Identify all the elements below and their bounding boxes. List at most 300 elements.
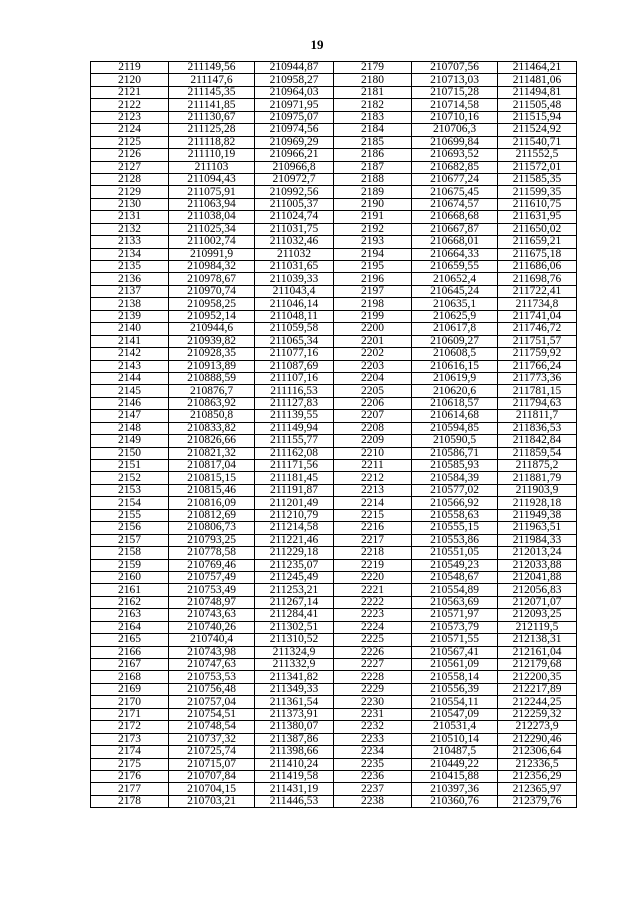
x-coordinate-cell: 210571,97 <box>412 609 498 621</box>
point-number-cell: 2238 <box>334 795 412 807</box>
x-coordinate-cell: 210743,98 <box>169 646 255 658</box>
x-coordinate-cell: 210554,11 <box>412 696 498 708</box>
x-coordinate-cell: 210715,28 <box>412 86 498 98</box>
y-coordinate-cell: 211686,06 <box>498 261 577 273</box>
point-number-cell: 2139 <box>91 310 169 322</box>
point-number-cell: 2122 <box>91 99 169 111</box>
y-coordinate-cell: 211766,24 <box>498 360 577 372</box>
point-number-cell: 2221 <box>334 584 412 596</box>
table-row <box>91 310 577 322</box>
point-number-cell: 2190 <box>334 198 412 210</box>
x-coordinate-cell: 210510,14 <box>412 733 498 745</box>
y-coordinate-cell: 212179,68 <box>498 659 577 671</box>
point-number-cell: 2144 <box>91 372 169 384</box>
y-coordinate-cell: 211245,49 <box>255 571 334 583</box>
x-coordinate-cell: 210699,84 <box>412 136 498 148</box>
y-coordinate-cell: 210966,8 <box>255 161 334 173</box>
point-number-cell: 2227 <box>334 659 412 671</box>
point-number-cell: 2126 <box>91 149 169 161</box>
x-coordinate-cell: 210757,49 <box>169 571 255 583</box>
x-coordinate-cell: 211094,43 <box>169 173 255 185</box>
point-number-cell: 2192 <box>334 223 412 235</box>
y-coordinate-cell: 211494,81 <box>498 86 577 98</box>
x-coordinate-cell: 210551,05 <box>412 547 498 559</box>
y-coordinate-cell: 211221,46 <box>255 534 334 546</box>
x-coordinate-cell: 210668,68 <box>412 211 498 223</box>
point-number-cell: 2203 <box>334 360 412 372</box>
x-coordinate-cell: 210984,32 <box>169 261 255 273</box>
point-number-cell: 2145 <box>91 385 169 397</box>
y-coordinate-cell: 211229,18 <box>255 547 334 559</box>
x-coordinate-cell: 210614,68 <box>412 410 498 422</box>
x-coordinate-cell: 210939,82 <box>169 335 255 347</box>
point-number-cell: 2169 <box>91 683 169 695</box>
x-coordinate-cell: 210725,74 <box>169 746 255 758</box>
y-coordinate-cell: 210974,56 <box>255 124 334 136</box>
point-number-cell: 2189 <box>334 186 412 198</box>
point-number-cell: 2163 <box>91 609 169 621</box>
y-coordinate-cell: 211734,8 <box>498 298 577 310</box>
x-coordinate-cell: 210747,63 <box>169 659 255 671</box>
x-coordinate-cell: 210487,5 <box>412 746 498 758</box>
x-coordinate-cell: 210740,4 <box>169 634 255 646</box>
coordinates-table-body <box>91 62 577 808</box>
x-coordinate-cell: 210577,02 <box>412 484 498 496</box>
x-coordinate-cell: 211038,04 <box>169 211 255 223</box>
x-coordinate-cell: 210586,71 <box>412 447 498 459</box>
x-coordinate-cell: 211002,74 <box>169 236 255 248</box>
y-coordinate-cell: 211859,54 <box>498 447 577 459</box>
point-number-cell: 2157 <box>91 534 169 546</box>
y-coordinate-cell: 212013,24 <box>498 547 577 559</box>
x-coordinate-cell: 210826,66 <box>169 435 255 447</box>
x-coordinate-cell: 210585,93 <box>412 460 498 472</box>
y-coordinate-cell: 211773,36 <box>498 372 577 384</box>
x-coordinate-cell: 210991,9 <box>169 248 255 260</box>
x-coordinate-cell: 211149,56 <box>169 62 255 74</box>
y-coordinate-cell: 211836,53 <box>498 422 577 434</box>
table-row <box>91 74 577 86</box>
y-coordinate-cell: 211005,37 <box>255 198 334 210</box>
table-row <box>91 323 577 335</box>
y-coordinate-cell: 211746,72 <box>498 323 577 335</box>
y-coordinate-cell: 210944,87 <box>255 62 334 74</box>
y-coordinate-cell: 211024,74 <box>255 211 334 223</box>
point-number-cell: 2162 <box>91 596 169 608</box>
y-coordinate-cell: 211349,33 <box>255 683 334 695</box>
point-number-cell: 2180 <box>334 74 412 86</box>
coordinates-table <box>90 61 577 808</box>
y-coordinate-cell: 211127,83 <box>255 397 334 409</box>
y-coordinate-cell: 212071,07 <box>498 596 577 608</box>
x-coordinate-cell: 210714,58 <box>412 99 498 111</box>
x-coordinate-cell: 210415,88 <box>412 770 498 782</box>
page-number: 19 <box>310 37 324 52</box>
point-number-cell: 2151 <box>91 460 169 472</box>
y-coordinate-cell: 211065,34 <box>255 335 334 347</box>
x-coordinate-cell: 210449,22 <box>412 758 498 770</box>
point-number-cell: 2148 <box>91 422 169 434</box>
y-coordinate-cell: 212336,5 <box>498 758 577 770</box>
y-coordinate-cell: 211881,79 <box>498 472 577 484</box>
y-coordinate-cell: 211903,9 <box>498 484 577 496</box>
point-number-cell: 2134 <box>91 248 169 260</box>
y-coordinate-cell: 211811,7 <box>498 410 577 422</box>
table-row <box>91 596 577 608</box>
y-coordinate-cell: 211398,66 <box>255 746 334 758</box>
y-coordinate-cell: 211410,24 <box>255 758 334 770</box>
point-number-cell: 2155 <box>91 509 169 521</box>
table-row <box>91 136 577 148</box>
y-coordinate-cell: 211552,5 <box>498 149 577 161</box>
x-coordinate-cell: 210970,74 <box>169 285 255 297</box>
y-coordinate-cell: 211675,18 <box>498 248 577 260</box>
y-coordinate-cell: 211599,35 <box>498 186 577 198</box>
table-row <box>91 795 577 807</box>
point-number-cell: 2172 <box>91 721 169 733</box>
x-coordinate-cell: 210573,79 <box>412 621 498 633</box>
table-row <box>91 497 577 509</box>
table-row <box>91 186 577 198</box>
x-coordinate-cell: 210756,48 <box>169 683 255 695</box>
x-coordinate-cell: 210753,49 <box>169 584 255 596</box>
point-number-cell: 2214 <box>334 497 412 509</box>
x-coordinate-cell: 210888,59 <box>169 372 255 384</box>
y-coordinate-cell: 212093,25 <box>498 609 577 621</box>
table-row <box>91 621 577 633</box>
table-row <box>91 547 577 559</box>
y-coordinate-cell: 212259,32 <box>498 708 577 720</box>
y-coordinate-cell: 210964,03 <box>255 86 334 98</box>
y-coordinate-cell: 211431,19 <box>255 783 334 795</box>
y-coordinate-cell: 212356,29 <box>498 770 577 782</box>
point-number-cell: 2143 <box>91 360 169 372</box>
x-coordinate-cell: 210778,58 <box>169 547 255 559</box>
x-coordinate-cell: 210556,39 <box>412 683 498 695</box>
x-coordinate-cell: 210863,92 <box>169 397 255 409</box>
x-coordinate-cell: 210833,82 <box>169 422 255 434</box>
x-coordinate-cell: 210571,55 <box>412 634 498 646</box>
y-coordinate-cell: 212379,76 <box>498 795 577 807</box>
x-coordinate-cell: 210531,4 <box>412 721 498 733</box>
y-coordinate-cell: 211201,49 <box>255 497 334 509</box>
y-coordinate-cell: 210971,95 <box>255 99 334 111</box>
y-coordinate-cell: 211149,94 <box>255 422 334 434</box>
point-number-cell: 2133 <box>91 236 169 248</box>
point-number-cell: 2130 <box>91 198 169 210</box>
table-row <box>91 335 577 347</box>
y-coordinate-cell: 211039,33 <box>255 273 334 285</box>
x-coordinate-cell: 211110,19 <box>169 149 255 161</box>
y-coordinate-cell: 211046,14 <box>255 298 334 310</box>
table-row <box>91 758 577 770</box>
y-coordinate-cell: 211332,9 <box>255 659 334 671</box>
x-coordinate-cell: 210816,09 <box>169 497 255 509</box>
point-number-cell: 2183 <box>334 111 412 123</box>
y-coordinate-cell: 211585,35 <box>498 173 577 185</box>
x-coordinate-cell: 210548,67 <box>412 571 498 583</box>
point-number-cell: 2191 <box>334 211 412 223</box>
x-coordinate-cell: 210584,39 <box>412 472 498 484</box>
y-coordinate-cell: 211505,48 <box>498 99 577 111</box>
table-row <box>91 348 577 360</box>
y-coordinate-cell: 211928,18 <box>498 497 577 509</box>
y-coordinate-cell: 211698,76 <box>498 273 577 285</box>
y-coordinate-cell: 211631,95 <box>498 211 577 223</box>
table-row <box>91 522 577 534</box>
x-coordinate-cell: 210748,54 <box>169 721 255 733</box>
point-number-cell: 2196 <box>334 273 412 285</box>
x-coordinate-cell: 210553,86 <box>412 534 498 546</box>
x-coordinate-cell: 210753,53 <box>169 671 255 683</box>
y-coordinate-cell: 210969,29 <box>255 136 334 148</box>
point-number-cell: 2217 <box>334 534 412 546</box>
x-coordinate-cell: 210815,15 <box>169 472 255 484</box>
x-coordinate-cell: 210616,15 <box>412 360 498 372</box>
y-coordinate-cell: 211043,4 <box>255 285 334 297</box>
x-coordinate-cell: 210793,25 <box>169 534 255 546</box>
x-coordinate-cell: 210707,56 <box>412 62 498 74</box>
y-coordinate-cell: 211572,01 <box>498 161 577 173</box>
point-number-cell: 2149 <box>91 435 169 447</box>
point-number-cell: 2160 <box>91 571 169 583</box>
point-number-cell: 2181 <box>334 86 412 98</box>
table-row <box>91 571 577 583</box>
y-coordinate-cell: 212290,46 <box>498 733 577 745</box>
y-coordinate-cell: 210972,7 <box>255 173 334 185</box>
point-number-cell: 2228 <box>334 671 412 683</box>
y-coordinate-cell: 211387,86 <box>255 733 334 745</box>
point-number-cell: 2193 <box>334 236 412 248</box>
y-coordinate-cell: 211191,87 <box>255 484 334 496</box>
table-row <box>91 435 577 447</box>
table-row <box>91 285 577 297</box>
y-coordinate-cell: 211524,92 <box>498 124 577 136</box>
point-number-cell: 2141 <box>91 335 169 347</box>
point-number-cell: 2237 <box>334 783 412 795</box>
y-coordinate-cell: 210975,07 <box>255 111 334 123</box>
table-row <box>91 609 577 621</box>
y-coordinate-cell: 211048,11 <box>255 310 334 322</box>
point-number-cell: 2234 <box>334 746 412 758</box>
point-number-cell: 2205 <box>334 385 412 397</box>
table-row <box>91 385 577 397</box>
point-number-cell: 2210 <box>334 447 412 459</box>
y-coordinate-cell: 211267,14 <box>255 596 334 608</box>
point-number-cell: 2197 <box>334 285 412 297</box>
y-coordinate-cell: 210992,56 <box>255 186 334 198</box>
y-coordinate-cell: 212119,5 <box>498 621 577 633</box>
point-number-cell: 2216 <box>334 522 412 534</box>
point-number-cell: 2138 <box>91 298 169 310</box>
point-number-cell: 2158 <box>91 547 169 559</box>
point-number-cell: 2235 <box>334 758 412 770</box>
table-row <box>91 111 577 123</box>
point-number-cell: 2123 <box>91 111 169 123</box>
x-coordinate-cell: 210682,85 <box>412 161 498 173</box>
table-row <box>91 99 577 111</box>
point-number-cell: 2136 <box>91 273 169 285</box>
table-row <box>91 124 577 136</box>
y-coordinate-cell: 211284,41 <box>255 609 334 621</box>
y-coordinate-cell: 212273,9 <box>498 721 577 733</box>
point-number-cell: 2201 <box>334 335 412 347</box>
x-coordinate-cell: 210609,27 <box>412 335 498 347</box>
point-number-cell: 2175 <box>91 758 169 770</box>
x-coordinate-cell: 210566,92 <box>412 497 498 509</box>
x-coordinate-cell: 210677,24 <box>412 173 498 185</box>
point-number-cell: 2177 <box>91 783 169 795</box>
y-coordinate-cell: 211722,41 <box>498 285 577 297</box>
table-row <box>91 447 577 459</box>
point-number-cell: 2132 <box>91 223 169 235</box>
x-coordinate-cell: 210817,04 <box>169 460 255 472</box>
table-row <box>91 509 577 521</box>
y-coordinate-cell: 212200,35 <box>498 671 577 683</box>
point-number-cell: 2187 <box>334 161 412 173</box>
x-coordinate-cell: 210563,69 <box>412 596 498 608</box>
x-coordinate-cell: 210703,21 <box>169 795 255 807</box>
y-coordinate-cell: 211540,71 <box>498 136 577 148</box>
x-coordinate-cell: 210806,73 <box>169 522 255 534</box>
y-coordinate-cell: 211741,04 <box>498 310 577 322</box>
x-coordinate-cell: 211130,67 <box>169 111 255 123</box>
y-coordinate-cell: 211361,54 <box>255 696 334 708</box>
point-number-cell: 2186 <box>334 149 412 161</box>
x-coordinate-cell: 210664,33 <box>412 248 498 260</box>
point-number-cell: 2178 <box>91 795 169 807</box>
point-number-cell: 2140 <box>91 323 169 335</box>
point-number-cell: 2161 <box>91 584 169 596</box>
point-number-cell: 2142 <box>91 348 169 360</box>
x-coordinate-cell: 210952,14 <box>169 310 255 322</box>
y-coordinate-cell: 211059,58 <box>255 323 334 335</box>
x-coordinate-cell: 210549,23 <box>412 559 498 571</box>
x-coordinate-cell: 210812,69 <box>169 509 255 521</box>
point-number-cell: 2229 <box>334 683 412 695</box>
y-coordinate-cell: 211032,46 <box>255 236 334 248</box>
x-coordinate-cell: 210558,14 <box>412 671 498 683</box>
table-row <box>91 161 577 173</box>
x-coordinate-cell: 210710,16 <box>412 111 498 123</box>
point-number-cell: 2198 <box>334 298 412 310</box>
x-coordinate-cell: 210558,63 <box>412 509 498 521</box>
point-number-cell: 2212 <box>334 472 412 484</box>
point-number-cell: 2195 <box>334 261 412 273</box>
point-number-cell: 2232 <box>334 721 412 733</box>
point-number-cell: 2128 <box>91 173 169 185</box>
table-row <box>91 360 577 372</box>
y-coordinate-cell: 211235,07 <box>255 559 334 571</box>
table-row <box>91 422 577 434</box>
x-coordinate-cell: 211025,34 <box>169 223 255 235</box>
y-coordinate-cell: 211875,2 <box>498 460 577 472</box>
y-coordinate-cell: 211181,45 <box>255 472 334 484</box>
table-row <box>91 733 577 745</box>
y-coordinate-cell: 212041,88 <box>498 571 577 583</box>
y-coordinate-cell: 211310,52 <box>255 634 334 646</box>
table-row <box>91 236 577 248</box>
x-coordinate-cell: 210617,8 <box>412 323 498 335</box>
y-coordinate-cell: 211171,56 <box>255 460 334 472</box>
point-number-cell: 2159 <box>91 559 169 571</box>
point-number-cell: 2224 <box>334 621 412 633</box>
y-coordinate-cell: 211446,53 <box>255 795 334 807</box>
y-coordinate-cell: 211949,38 <box>498 509 577 521</box>
x-coordinate-cell: 211125,28 <box>169 124 255 136</box>
x-coordinate-cell: 210740,26 <box>169 621 255 633</box>
point-number-cell: 2209 <box>334 435 412 447</box>
x-coordinate-cell: 210743,63 <box>169 609 255 621</box>
y-coordinate-cell: 211214,58 <box>255 522 334 534</box>
point-number-cell: 2207 <box>334 410 412 422</box>
point-number-cell: 2218 <box>334 547 412 559</box>
point-number-cell: 2165 <box>91 634 169 646</box>
table-row <box>91 248 577 260</box>
x-coordinate-cell: 211075,91 <box>169 186 255 198</box>
y-coordinate-cell: 211139,55 <box>255 410 334 422</box>
x-coordinate-cell: 210397,36 <box>412 783 498 795</box>
x-coordinate-cell: 210821,32 <box>169 447 255 459</box>
point-number-cell: 2215 <box>334 509 412 521</box>
point-number-cell: 2173 <box>91 733 169 745</box>
table-row <box>91 372 577 384</box>
y-coordinate-cell: 211302,51 <box>255 621 334 633</box>
x-coordinate-cell: 211103 <box>169 161 255 173</box>
y-coordinate-cell: 211107,16 <box>255 372 334 384</box>
x-coordinate-cell: 210754,51 <box>169 708 255 720</box>
x-coordinate-cell: 210913,89 <box>169 360 255 372</box>
y-coordinate-cell: 211032 <box>255 248 334 260</box>
y-coordinate-cell: 212306,64 <box>498 746 577 758</box>
x-coordinate-cell: 211063,94 <box>169 198 255 210</box>
x-coordinate-cell: 210978,67 <box>169 273 255 285</box>
y-coordinate-cell: 212033,88 <box>498 559 577 571</box>
point-number-cell: 2124 <box>91 124 169 136</box>
y-coordinate-cell: 212217,89 <box>498 683 577 695</box>
point-number-cell: 2167 <box>91 659 169 671</box>
x-coordinate-cell: 211147,6 <box>169 74 255 86</box>
y-coordinate-cell: 211373,91 <box>255 708 334 720</box>
x-coordinate-cell: 210667,87 <box>412 223 498 235</box>
y-coordinate-cell: 211794,63 <box>498 397 577 409</box>
table-row <box>91 696 577 708</box>
point-number-cell: 2146 <box>91 397 169 409</box>
point-number-cell: 2120 <box>91 74 169 86</box>
point-number-cell: 2171 <box>91 708 169 720</box>
x-coordinate-cell: 210618,57 <box>412 397 498 409</box>
point-number-cell: 2153 <box>91 484 169 496</box>
table-row <box>91 721 577 733</box>
y-coordinate-cell: 211515,94 <box>498 111 577 123</box>
x-coordinate-cell: 210554,89 <box>412 584 498 596</box>
x-coordinate-cell: 210715,07 <box>169 758 255 770</box>
y-coordinate-cell: 211341,82 <box>255 671 334 683</box>
point-number-cell: 2182 <box>334 99 412 111</box>
x-coordinate-cell: 210555,15 <box>412 522 498 534</box>
point-number-cell: 2206 <box>334 397 412 409</box>
point-number-cell: 2131 <box>91 211 169 223</box>
x-coordinate-cell: 210652,4 <box>412 273 498 285</box>
table-row <box>91 534 577 546</box>
point-number-cell: 2135 <box>91 261 169 273</box>
point-number-cell: 2170 <box>91 696 169 708</box>
point-number-cell: 2194 <box>334 248 412 260</box>
y-coordinate-cell: 211464,21 <box>498 62 577 74</box>
table-row <box>91 770 577 782</box>
y-coordinate-cell: 211380,07 <box>255 721 334 733</box>
table-row <box>91 746 577 758</box>
